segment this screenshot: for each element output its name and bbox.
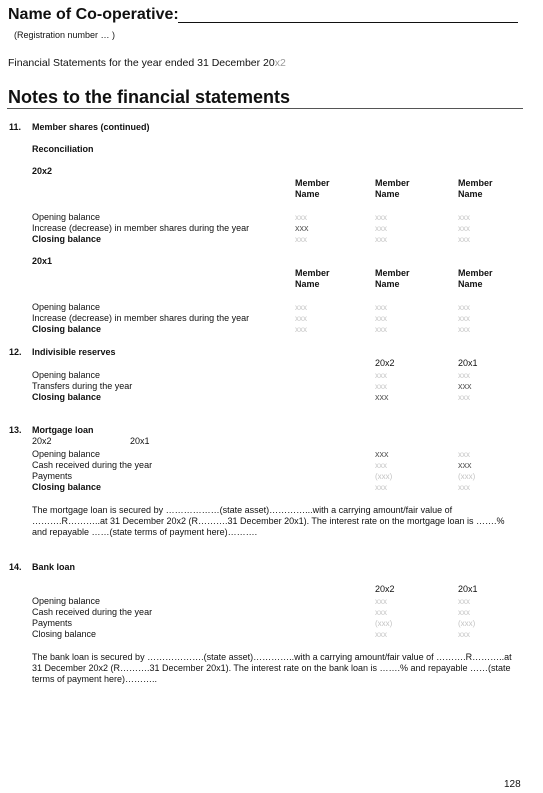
row-label: Opening balance: [32, 596, 101, 606]
row-label: Opening balance: [32, 212, 101, 222]
value-cell: (xxx): [375, 472, 393, 481]
note-13-year-2: 20x1: [130, 436, 150, 446]
value-cell: xxx: [375, 392, 389, 402]
note-13-title: Mortgage loan: [32, 425, 94, 435]
value-cell: (xxx): [458, 472, 476, 481]
col-header-member: Member: [458, 178, 493, 188]
value-cell: xxx: [295, 223, 309, 233]
row-label: Opening balance: [32, 302, 101, 312]
value-cell: xxx: [295, 213, 307, 222]
note-13-number: 13.: [9, 425, 22, 435]
value-cell: xxx: [458, 597, 470, 606]
value-cell: xxx: [458, 381, 472, 391]
value-cell: (xxx): [458, 619, 476, 628]
note-11-title: Member shares (continued): [32, 122, 150, 132]
value-cell: xxx: [375, 461, 387, 470]
value-cell: xxx: [375, 303, 387, 312]
value-cell: xxx: [375, 224, 387, 233]
mortgage-loan-disclosure: The mortgage loan is secured by ………………(state asset)…………...with a carrying amount/fair value of ……….R………..at 31 December 20x2 (R……….31 December 20x1). The interest rate on the mortgage loan is …….% and repayable ……(state terms of payment here)……….: [32, 505, 505, 537]
cooperative-name-line: [178, 22, 518, 23]
notes-heading: Notes to the financial statements: [8, 87, 291, 107]
row-label: Cash received during the year: [32, 460, 153, 470]
value-cell: xxx: [375, 382, 387, 391]
row-label: Payments: [32, 618, 73, 628]
value-cell: xxx: [458, 608, 470, 617]
fs-title-year: x2: [274, 57, 286, 69]
col-header-name: Name: [295, 279, 320, 289]
value-cell: xxx: [458, 450, 470, 459]
col-header-name: Name: [295, 189, 320, 199]
note-13-year-1: 20x2: [32, 436, 52, 446]
col-header-name: Name: [458, 189, 483, 199]
row-label: Closing balance: [32, 324, 102, 334]
col-header-year: 20x1: [458, 358, 478, 368]
value-cell: xxx: [458, 630, 470, 639]
note-11-subtitle: Reconciliation: [32, 144, 94, 154]
heading-divider: [7, 108, 523, 109]
value-cell: xxx: [458, 325, 470, 334]
row-label: Opening balance: [32, 370, 101, 380]
col-header-member: Member: [295, 178, 330, 188]
value-cell: xxx: [375, 235, 387, 244]
note-11-year-a: 20x2: [32, 166, 53, 176]
value-cell: xxx: [375, 597, 387, 606]
row-label: Cash received during the year: [32, 607, 153, 617]
value-cell: xxx: [375, 630, 387, 639]
value-cell: xxx: [295, 303, 307, 312]
note-11-number: 11.: [9, 122, 22, 132]
row-label: Increase (decrease) in member shares during the year: [32, 313, 250, 323]
value-cell: xxx: [458, 483, 470, 492]
col-header-member: Member: [295, 268, 330, 278]
value-cell: xxx: [375, 608, 387, 617]
row-label: Transfers during the year: [32, 381, 133, 391]
fs-title-text: Financial Statements for the year ended 31 December 20: [8, 57, 275, 69]
value-cell: xxx: [458, 235, 470, 244]
page-number: 128: [504, 779, 521, 790]
row-label: Increase (decrease) in member shares during the year: [32, 223, 250, 233]
value-cell: xxx: [375, 213, 387, 222]
row-label: Payments: [32, 471, 73, 481]
col-header-member: Member: [375, 178, 410, 188]
value-cell: xxx: [295, 235, 307, 244]
col-header-name: Name: [375, 189, 400, 199]
col-header-name: Name: [375, 279, 400, 289]
value-cell: xxx: [375, 325, 387, 334]
value-cell: xxx: [295, 325, 307, 334]
value-cell: xxx: [375, 314, 387, 323]
value-cell: xxx: [375, 371, 387, 380]
note-11-year-b: 20x1: [32, 256, 53, 266]
value-cell: xxx: [458, 371, 470, 380]
col-header-year: 20x1: [458, 584, 478, 594]
value-cell: xxx: [458, 213, 470, 222]
value-cell: (xxx): [375, 619, 393, 628]
value-cell: xxx: [458, 314, 470, 323]
col-header-member: Member: [375, 268, 410, 278]
registration-number: (Registration number … ): [14, 30, 116, 40]
value-cell: xxx: [458, 393, 470, 402]
row-label: Closing balance: [32, 482, 102, 492]
col-header-member: Member: [458, 268, 493, 278]
bank-loan-disclosure: The bank loan is secured by ……………….(state asset)…………..with a carrying amount/fair value of ……….R………..at 31 December 20x2 (R……….31 December 20x1). The interest rate on the bank loan is …….% and repayable ……(state terms of payment here)………..: [32, 652, 512, 684]
value-cell: xxx: [458, 460, 472, 470]
row-label: Closing balance: [32, 234, 102, 244]
row-label: Opening balance: [32, 449, 101, 459]
financial-statements-title: [8, 57, 286, 69]
value-cell: xxx: [458, 303, 470, 312]
value-cell: xxx: [458, 224, 470, 233]
row-label: Closing balance: [32, 629, 97, 639]
cooperative-name-label: Name of Co-operative:: [8, 6, 179, 23]
value-cell: xxx: [375, 449, 389, 459]
row-label: Closing balance: [32, 392, 102, 402]
note-14-title: Bank loan: [32, 562, 76, 572]
note-12-number: 12.: [9, 347, 22, 357]
note-14-number: 14.: [9, 562, 22, 572]
value-cell: xxx: [375, 483, 387, 492]
col-header-year: 20x2: [375, 358, 395, 368]
col-header-year: 20x2: [375, 584, 395, 594]
value-cell: xxx: [295, 314, 307, 323]
note-12-title: Indivisible reserves: [32, 347, 116, 357]
col-header-name: Name: [458, 279, 483, 289]
